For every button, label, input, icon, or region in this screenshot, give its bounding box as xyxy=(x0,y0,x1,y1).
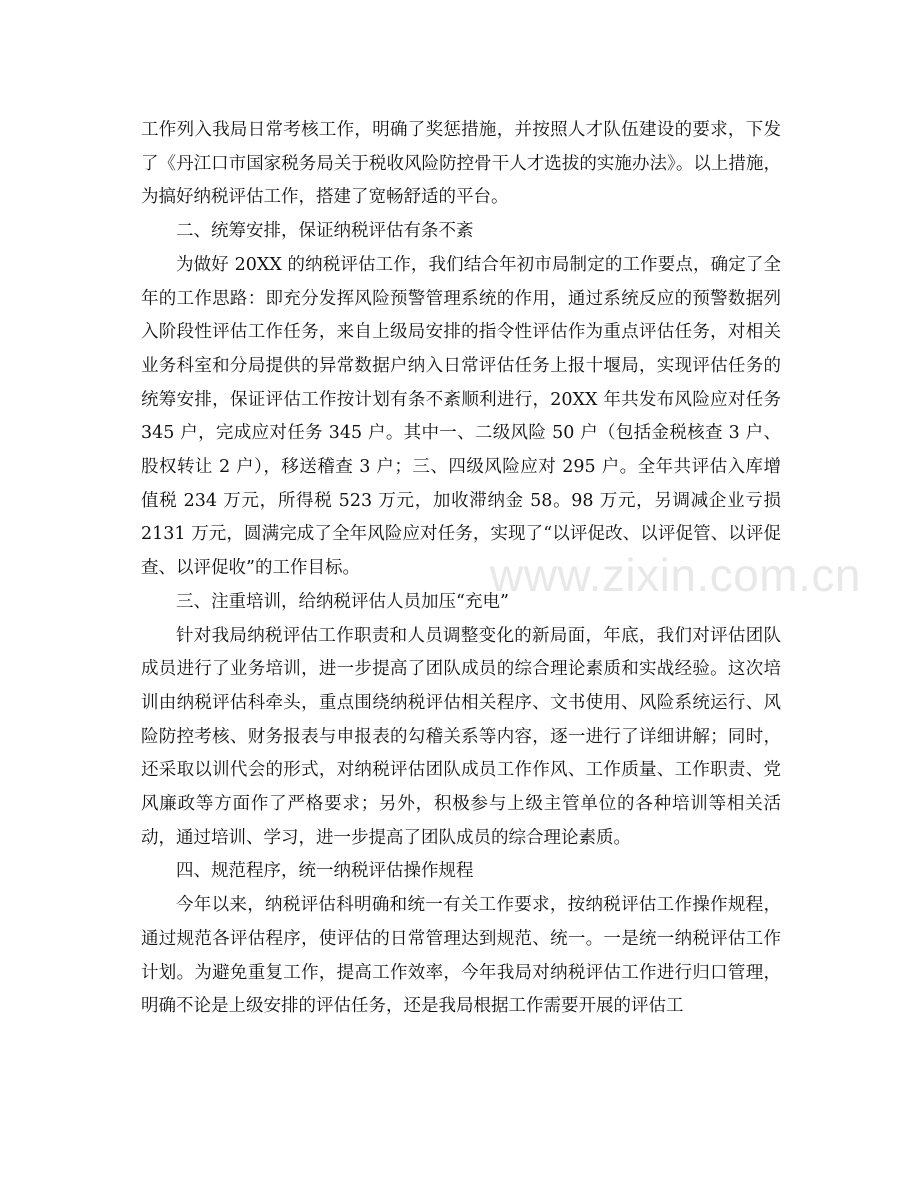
paragraph-1: 工作列入我局日常考核工作，明确了奖惩措施，并按照人才队伍建设的要求，下发了《丹江口市国家税务局关于税收风险防控骨干人才选拔的实施办法》。以上措施，为搞好纳税评估工作，搭建了宽畅舒适的平台。 xyxy=(141,120,781,208)
document-body xyxy=(141,114,781,1024)
watermark: www.zixin.com.cn xyxy=(490,549,861,601)
paragraph-2: 为做好 20XX 的纳税评估工作，我们结合年初市局制定的工作要点，确定了全年的工作思路：即充分发挥风险预警管理系统的作用，通过系统反应的预警数据列入阶段性评估工作任务，来自上级局安排的指令性评估作为重点评估任务，对相关业务科室和分局提供的异常数据户纳入日常评估任务上报十堰局，实现评估任务的统筹安排，保证评估工作按计划有条不紊顺利进行，20XX 年共发布风险应对任务 345 户，完成应对任务 345 户。其中一、二级风险 50 户（包括金税核查 3 户、股权转让 2 户），移送稽查 3 户；三、四级风险应对 295 户。全年共评估入库增值税 234 万元，所得税 523 万元，加收滞纳金 58。98 万元，另调减企业亏损 2131 万元，圆满完成了全年风险应对任务，实现了“以评促改、以评促管、以评促查、以评促收”的工作目标。 xyxy=(141,254,781,579)
section-heading-2: 二、统筹安排，保证纳税评估有条不紊 xyxy=(176,221,474,242)
paragraph-3: 针对我局纳税评估工作职责和人员调整变化的新局面，年底，我们对评估团队成员进行了业务培训，进一步提高了团队成员的综合理论素质和实战经验。这次培训由纳税评估科牵头，重点围绕纳税评估相关程序、文书使用、风险系统运行、风险防控考核、财务报表与申报表的勾稽关系等内容，逐一进行了详细讲解；同时，还采取以训代会的形式，对纳税评估团队成员工作作风、工作质量、工作职责、党风廉政等方面作了严格要求；另外，积极参与上级主管单位的各种培训等相关活动，通过培训、学习，进一步提高了团队成员的综合理论素质。 xyxy=(141,625,781,848)
section-heading-4: 四、规范程序，统一纳税评估操作规程 xyxy=(176,861,474,882)
section-heading-3: 三、注重培训，给纳税评估人员加压“充电” xyxy=(176,591,509,612)
paragraph-4: 今年以来，纳税评估科明确和统一有关工作要求，按纳税评估工作操作规程，通过规范各评估程序，使评估的日常管理达到规范、统一。一是统一纳税评估工作计划。为避免重复工作，提高工作效率，今年我局对纳税评估工作进行归口管理，明确不论是上级安排的评估任务，还是我局根据工作需要开展的评估工 xyxy=(141,895,781,1017)
